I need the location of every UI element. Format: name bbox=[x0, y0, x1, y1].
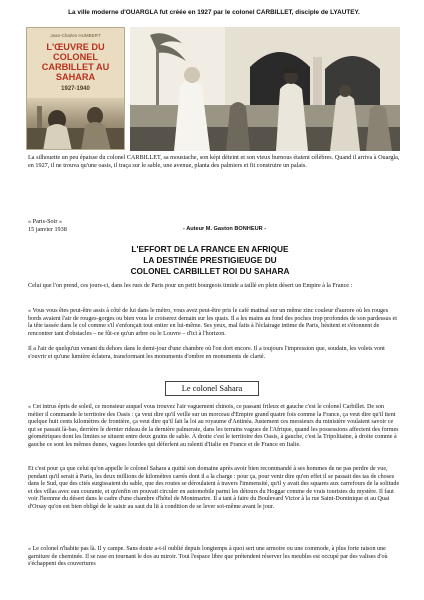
paragraph-impression: Il a l'air de quelqu'un venant du dehors dans le demi-jour d'une chambre où l'on dort encore. Il a toujours l'impression que, soudain, les volets vont s'ouvrir et qu'une lumière éclatera, transformant les monuments d'ombre en monuments de clarté. bbox=[28, 346, 385, 360]
article-headline bbox=[60, 244, 360, 277]
book-author: Jean-Charles HUMBERT bbox=[50, 33, 101, 38]
paragraph-intrus: « Cet intrus épris de soleil, ce monsieur auquel vous trouvez l'air vaguement chinois, ce passant frileux et gauche c'est le colonel Carbillet. De son métier il commande le territoire des Oasis : ça veut dire qu'il veille sur un morceau d'Empire grand quatre fois comme la France, ça veut dire qu'il tient quelque huit cents kilomètres de frontière, ça veut dire qu'il fait la loi au royaume d'Antinéa. Justement ces messieurs du ministère voulaient savoir ce qui se passait là-bas, derrière le dernier rideau de la dernière palmeraie, dans les terrains vagues de l'Afrique, quand les possessions affectent des formes géométriques dont les limites se situent entre deux grains de sable. À droite c'est le territoire des Oasis, à gauche, c'est la Tripolitaine, à droite comme à gauche ce sont les mêmes dunes, vagues lourdes qui déferlent au ralenti d'Italie en France et de France en Italie. bbox=[28, 404, 399, 448]
book-cover-photo bbox=[27, 98, 124, 149]
book-dates: 1927-1940 bbox=[61, 86, 90, 92]
book-cover-image bbox=[26, 27, 125, 150]
section-title: Le colonel Sahara bbox=[165, 381, 259, 396]
author-line: - Auteur M. Gaston BONHEUR - bbox=[183, 226, 267, 232]
source-name: « Paris-Soir » bbox=[28, 218, 63, 225]
intro-paragraph: Celui que l'on prend, ces jours-ci, dans les rues de Paris pour un petit bourgeois timide a taillé en plein désert un Empire à la France : bbox=[28, 283, 353, 289]
colonel-carbillet-photo bbox=[130, 27, 400, 151]
headline-line-2: LA DESTINÉE PRESTIGIEUGE DU bbox=[143, 255, 277, 265]
book-title: L'ŒUVRE DU COLONEL CARBILLET AU SAHARA bbox=[41, 42, 110, 82]
photo-caption: La silhouette un peu épaisse du colonel CARBILLET, sa moustache, son képi déteint et son vieux burnous étaient célèbres. Quand il arriva à Ouargla, en 1927, il ne trouva qu'une oasis, il traça sur le sable, une avenue, planta des palmiers et fit construire un palais. bbox=[28, 154, 400, 169]
paragraph-campe: « Le colonel n'habite pas là. Il y campe. Sans doute a-t-il oublié depuis longtemps à quoi sert une armoire ou une commode, à plus forte raison une garniture de cheminée. Il se rase en tournant le dos au miroir. Tout l'espace libre que prétendent réserver les meubles est occupé par des valises d'où s'échappent des couvertures bbox=[28, 546, 388, 568]
paragraph-metro: « Vous vous êtes peut-être assis à côté de lui dans le métro, vous avez peut-être pris le café matinal sur un même zinc couleur d'aurore où les rouges bords avaient l'air de rouges-gorges ou bien vous le croiserez demain sur les quais. Il a les mains au fond des poches trop profondes de son pardessus et la tête tassée dans le col comme s'il s'enfonçait tout entier en lui-même. Ses yeux, mal faits à l'éclairage intime de Paris, hésitent et s'étonnent de rencontrer tant d'obstacles – ne fût-ce qu'un arbre ou le Louvre – d'ici à l'horizon. bbox=[28, 308, 397, 337]
source-citation bbox=[28, 218, 178, 233]
source-date: 15 janvier 1938 bbox=[28, 225, 67, 233]
headline-line-3: COLONEL CARBILLET ROI DU SAHARA bbox=[130, 266, 290, 276]
headline-line-1: L'EFFORT DE LA FRANCE EN AFRIQUE bbox=[131, 244, 289, 254]
paragraph-colonel-sahara: Et c'est pour ça que celui qu'on appelle le colonel Sahara a quitté son domaine après avoir bien recommandé à ses hommes de ne pas perdre de vue, pendant qu'il serait à Paris, les deux millions de kilomètres carrés dont il a la charge : pour ça, pour venir dire qu'en effet il se passait des tas de choses dans le Sud, que des cités surgissaient du sable, que des routes se déroulaient à travers l'immensité, qu'il y avait des squares aux carrefours de la solitude et des villas avec eau courante, et qu'enfin on pouvait circuler en automobile parmi les détours du Hoggar comme de vrais touristes du mystère. Il faut voir l'homme du désert dans le cadre d'une chambre d'hôtel de Montmartre. Il a tant à faire du Boulevard Victor à la rue Saint-Dominique et au Quai d'Orsay qu'on est bien obligé de le saisir au saut du lit à condition de se lever soi-même avant le jour. bbox=[28, 466, 400, 510]
top-caption: La ville moderne d'OUARGLA fut créée en 1927 par le colonel CARBILLET, disciple de LYAUTEY. bbox=[68, 9, 360, 16]
